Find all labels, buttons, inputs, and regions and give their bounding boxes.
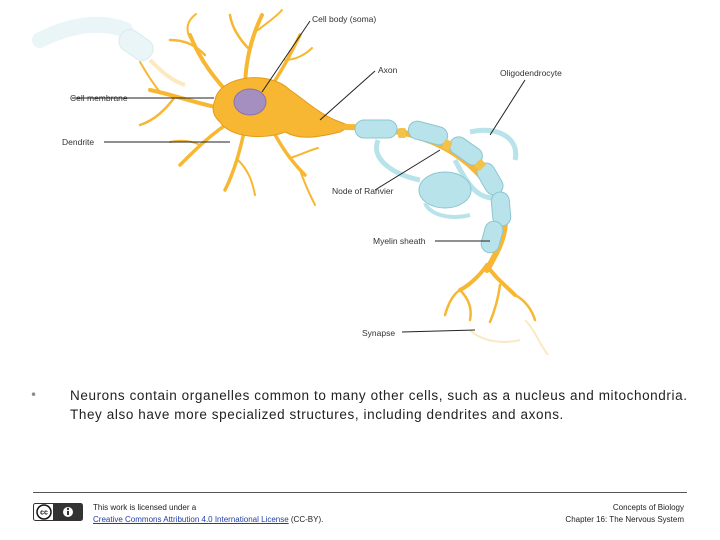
label-cell-body: Cell body (soma) bbox=[312, 14, 377, 24]
label-oligodendrocyte: Oligodendrocyte bbox=[500, 68, 562, 78]
axon-terminals bbox=[445, 265, 535, 322]
footer-divider bbox=[33, 492, 687, 493]
nucleus bbox=[234, 89, 266, 115]
license-prefix: This work is licensed under a bbox=[93, 503, 197, 512]
citation-book: Concepts of Biology bbox=[612, 503, 684, 512]
label-axon: Axon bbox=[378, 65, 398, 75]
cc-badge-text: cc bbox=[40, 509, 48, 517]
citation-chapter: Chapter 16: The Nervous System bbox=[565, 515, 684, 524]
faded-downstream-dendrites bbox=[470, 320, 548, 355]
license-link[interactable]: Creative Commons Attribution 4.0 International License bbox=[93, 515, 289, 524]
label-cell-membrane: Cell membrane bbox=[70, 93, 128, 103]
cell-body bbox=[213, 78, 350, 138]
license-line bbox=[93, 514, 323, 526]
bullet-marker: • bbox=[30, 388, 38, 402]
bullet-text: Neurons contain organelles common to many other cells, such as a nucleus and mitochondria. They also have more specialized structures, including dendrites and axons. bbox=[70, 388, 688, 422]
faded-upstream-axon bbox=[40, 25, 185, 85]
label-synapse: Synapse bbox=[362, 328, 396, 338]
bullet-item bbox=[30, 386, 690, 424]
label-myelin-sheath: Myelin sheath bbox=[373, 236, 426, 246]
cc-license-badge-icon bbox=[33, 503, 83, 521]
citation bbox=[565, 502, 684, 526]
license-notice bbox=[93, 502, 323, 526]
license-suffix: (CC-BY). bbox=[288, 515, 324, 524]
label-node-of-ranvier: Node of Ranvier bbox=[332, 186, 394, 196]
label-dendrite: Dendrite bbox=[62, 137, 95, 147]
